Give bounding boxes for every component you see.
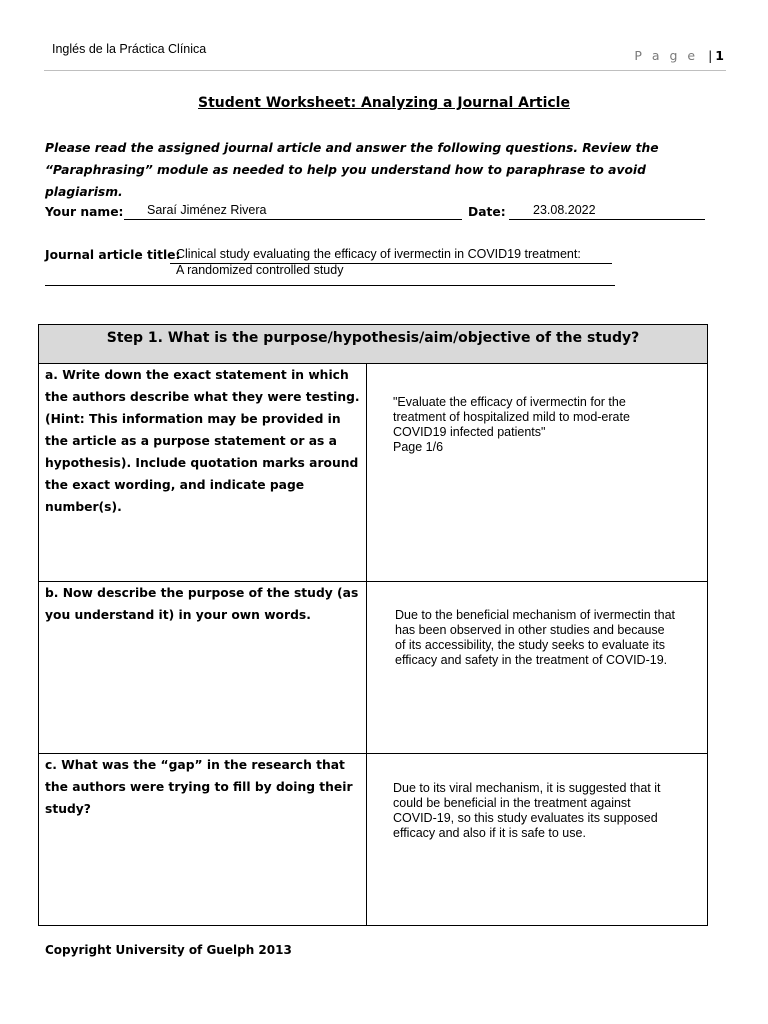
answer-b-text: Due to the beneficial mechanism of ivermectin that has been observed in other studies and because of its accessibility, the study seeks to evaluate its efficacy and safety in the treatment of COVID-19. — [395, 608, 675, 667]
copyright-footer: Copyright University of Guelph 2013 — [45, 943, 292, 957]
date-field[interactable]: 23.08.2022 — [533, 203, 596, 217]
page-indicator — [634, 48, 724, 63]
step1-table — [38, 324, 708, 926]
question-c: c. What was the “gap” in the research that the authors were trying to fill by doing their study? — [39, 754, 367, 926]
date-underline — [509, 219, 705, 220]
table-row — [39, 754, 708, 926]
worksheet-title: Student Worksheet: Analyzing a Journal Article — [198, 95, 570, 111]
name-field[interactable]: Saraí Jiménez Rivera — [147, 203, 267, 217]
table-row — [39, 364, 708, 582]
page-separator: | — [708, 48, 713, 63]
date-label: Date: — [468, 205, 506, 219]
question-a: a. Write down the exact statement in which the authors describe what they were testing. (Hint: This information may be provided in the article as a purpose statement or as a hypothesis). Include quotation marks around the exact wording, and indicate page number(s). — [39, 364, 367, 582]
course-header: Inglés de la Práctica Clínica — [52, 42, 207, 56]
instructions: Please read the assigned journal article and answer the following questions. Review the “Paraphrasing” module as needed to help you understand how to paraphrase to avoid plagiarism. — [45, 141, 659, 199]
page-number: 1 — [715, 48, 724, 63]
answer-a[interactable] — [367, 364, 708, 582]
table-row — [39, 582, 708, 754]
answer-b[interactable] — [367, 582, 708, 754]
name-label: Your name: — [45, 205, 124, 219]
answer-a-page: Page 1/6 — [393, 440, 444, 454]
article-title-field-line2[interactable]: A randomized controlled study — [176, 263, 344, 277]
article-title-label: Journal article title: — [45, 248, 181, 262]
name-underline — [124, 219, 462, 220]
question-b: b. Now describe the purpose of the study (as you understand it) in your own words. — [39, 582, 367, 754]
step1-heading: Step 1. What is the purpose/hypothesis/aim/objective of the study? — [39, 325, 708, 364]
answer-c[interactable] — [367, 754, 708, 926]
answer-c-text: Due to its viral mechanism, it is suggested that it could be beneficial in the treatment against COVID-19, so this study evaluates its supposed efficacy and also if it is safe to use. — [393, 781, 661, 840]
page-word: P a g e — [634, 48, 699, 63]
answer-a-text: "Evaluate the efficacy of ivermectin for the treatment of hospitalized mild to mod-erate COVID19 infected patients" — [393, 395, 630, 439]
article-title-underline-2 — [45, 285, 615, 286]
header-divider — [44, 70, 726, 71]
article-title-field-line1[interactable]: Clinical study evaluating the efficacy of ivermectin in COVID19 treatment: — [176, 247, 581, 261]
